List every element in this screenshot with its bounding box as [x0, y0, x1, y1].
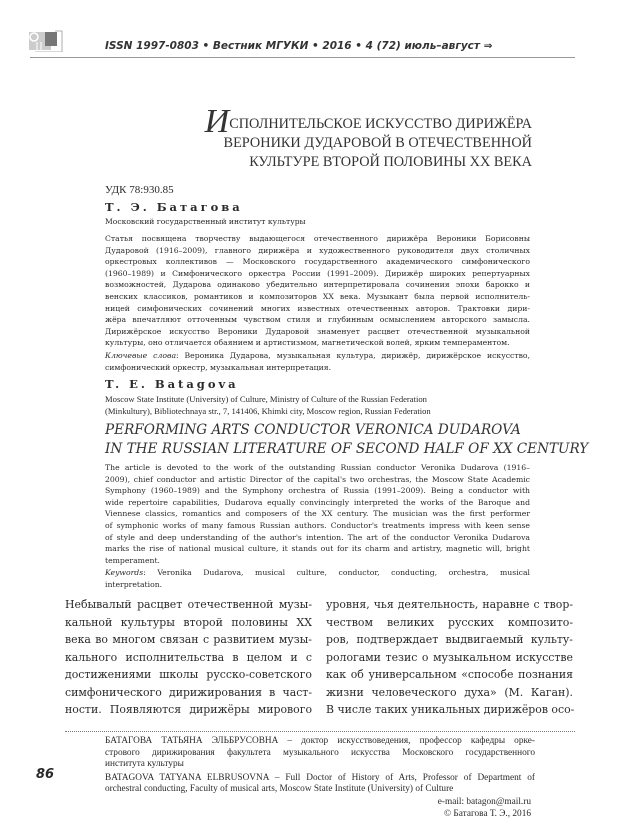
- text-line: венских классиков, романтиков и композиторов XX века. Музыкант была первой исполнитель-: [105, 291, 530, 301]
- title-line: КУЛЬТУРЕ ВТОРОЙ ПОЛОВИНЫ XX ВЕКА: [249, 154, 532, 170]
- keywords-text: : Вероника Дударова, музыкальная культура, дирижёр, дирижёрское искусство,: [176, 351, 530, 360]
- running-header: ISSN 1997-0803 • Вестник МГУКИ • 2016 • 4 (72) июль–август ⇒: [105, 40, 493, 52]
- text-line: marks the rise of national musical culture, it stands out for its charm and artistry, magnetic will, bright: [105, 544, 530, 554]
- footnote-divider: [65, 731, 575, 732]
- affiliation-line: Moscow State Institute (University) of Culture, Ministry of Culture of the Russian Federation: [105, 394, 427, 404]
- keywords-text: interpretation.: [105, 579, 163, 589]
- article-title-en: [105, 421, 588, 459]
- contact-info: [438, 797, 531, 820]
- title-initial: И: [204, 103, 230, 140]
- page-number: 86: [36, 767, 55, 782]
- abstract-ru: [105, 233, 530, 349]
- text-line: Viennese classics, romantics and composers of the XX century. The musician was the first performer: [105, 509, 530, 519]
- text-line: жизни человеческого духа» (М. Каган).: [326, 685, 573, 699]
- title-line: СПОЛНИТЕЛЬСКОЕ ИСКУССТВО ДИРИЖЁРА: [229, 116, 532, 132]
- copyright: © Батагова Т. Э., 2016: [444, 808, 531, 819]
- keywords-ru: [105, 350, 530, 373]
- text-line: ности. Появляются дирижёры мирового: [65, 703, 312, 716]
- text-line: of symphonic works of many famous Russian authors. Conductor's treatments impress with keen sense: [105, 520, 530, 530]
- text-line: кального исполнительства в целом и с: [65, 650, 312, 664]
- text-line: как об универсальном «способе познания: [326, 668, 573, 681]
- bio-line: BATAGOVA TATYANA ELBRUSOVNA – Full Doctor of History of Arts, Professor of Department of: [105, 772, 535, 783]
- title-line: PERFORMING ARTS CONDUCTOR VERONICA DUDAROVA: [105, 422, 521, 438]
- text-line: симфонического дирижирования в част-: [65, 685, 312, 699]
- text-line: Небывалый расцвет отечественной музы-: [65, 598, 312, 611]
- udk-code: УДК 78:930.85: [105, 184, 174, 196]
- text-line: Symphony (1960–1989) and the Symphony orchestra of Russia (1991–2009). Being a conductor with: [105, 486, 530, 496]
- text-line: Статья посвящена творчеству выдающегося отечественного дирижёра Вероники Борисовны: [105, 234, 530, 243]
- affiliation-ru: Московский государственный институт культуры: [105, 217, 306, 226]
- author-ru: Т. Э. Батагова: [105, 200, 243, 214]
- keywords-en: [105, 567, 530, 590]
- text-line: temperament.: [105, 555, 160, 565]
- text-line: культуры, оно отличается обаянием и артистизмом, магнетической волей, ярким темпераментом.: [105, 338, 510, 348]
- text-line: века во многом связан с развитием музы-: [65, 633, 312, 646]
- journal-logo-icon: [25, 30, 63, 52]
- affiliation-en: [105, 393, 530, 417]
- text-line: достижениями школы русско-советского: [65, 668, 312, 681]
- author-en: T. E. Batagova: [105, 377, 239, 391]
- text-line: The article is devoted to the work of the outstanding Russian conductor Veronika Dudarova (1916–: [105, 463, 530, 472]
- text-line: уровня, чья деятельность, наравне с твор-: [326, 598, 573, 611]
- text-line: рологами тезис о музыкальном искусстве: [326, 650, 573, 664]
- bio-line: институтa культуры: [105, 759, 184, 769]
- keywords-text: : Veronika Dudarova, musical culture, conductor, conducting, orchestra, musical: [143, 568, 530, 577]
- text-line: ницей симфонических сочинений многих известных отечественных авторов. Трактовки дири-: [105, 303, 530, 313]
- bio-line: orchestral conducting, Faculty of musical arts, Moscow State Institute (University) of Culture: [105, 784, 454, 794]
- text-line: жёра впечатляют отточенным чувством стиля и глубинным осмыслением авторского замысла.: [105, 315, 530, 325]
- keywords-label: Ключевые слова: [105, 351, 177, 360]
- bio-line: БАТАГОВА ТАТЬЯНА ЭЛЬБРУСОВНА – доктор искусствоведения, профессор кафедры орке-: [105, 736, 535, 746]
- text-line: (1960–1989) и Симфонического оркестра России (1991–2009). Дирижёр широких репертуарных: [105, 268, 530, 278]
- text-line: Дударовой (1916–2009), главного дирижёра и художественного руководителя двух столичных: [105, 245, 530, 255]
- header-rule: [30, 57, 575, 58]
- text-line: ров, подтверждает выдвигаемый культу-: [326, 633, 573, 646]
- author-bio: [105, 736, 535, 796]
- abstract-en: [105, 462, 530, 566]
- title-line: ВЕРОНИКИ ДУДАРОВОЙ В ОТЕЧЕСТВЕННОЙ: [223, 135, 532, 151]
- text-line: В числе таких уникальных дирижёров осо-: [326, 703, 575, 716]
- author-email: e-mail: batagon@mail.ru: [437, 797, 531, 807]
- affiliation-line: (Minkultury), Bibliotechnaya str., 7, 141406, Khimki city, Moscow region, Russian Federation: [105, 406, 431, 416]
- bio-line: стрового дирижирования факультета музыкального искусства Московского государственного: [105, 747, 535, 758]
- text-line: чеством великих русских композито-: [326, 615, 573, 629]
- body-column-left: [65, 596, 312, 719]
- text-line: оркестровых коллективов — Московского государственного академического симфонического: [105, 257, 530, 267]
- text-line: of style and deep understanding of the author's intention. The art of the conductor Veronika Dudarova: [105, 532, 530, 542]
- article-title-ru: [204, 103, 532, 172]
- keywords-label: Keywords: [105, 568, 144, 577]
- text-line: Дирижёрское искусство Вероники Дударовой знаменует расцвет отечественной музыкальной: [105, 326, 530, 336]
- keywords-text: симфонический оркестр, музыкальная интерпретация.: [105, 362, 332, 372]
- text-line: возможностей, Дударова одинаково убедительно интерпретировала сочинения эпохи барокко и: [105, 280, 530, 290]
- text-line: wide repertoire capabilities, Dudarova equally convincingly interpreted the works of the Baroque and: [105, 497, 530, 507]
- title-line: IN THE RUSSIAN LITERATURE OF SECOND HALF OF XX CENTURY: [105, 441, 589, 457]
- text-line: кальной культуры второй половины XX: [65, 615, 312, 629]
- text-line: 2009), chief conductor and artistic Director of the capital's two orchestras, the Moscow State Academic: [105, 474, 530, 484]
- body-column-right: [326, 596, 573, 719]
